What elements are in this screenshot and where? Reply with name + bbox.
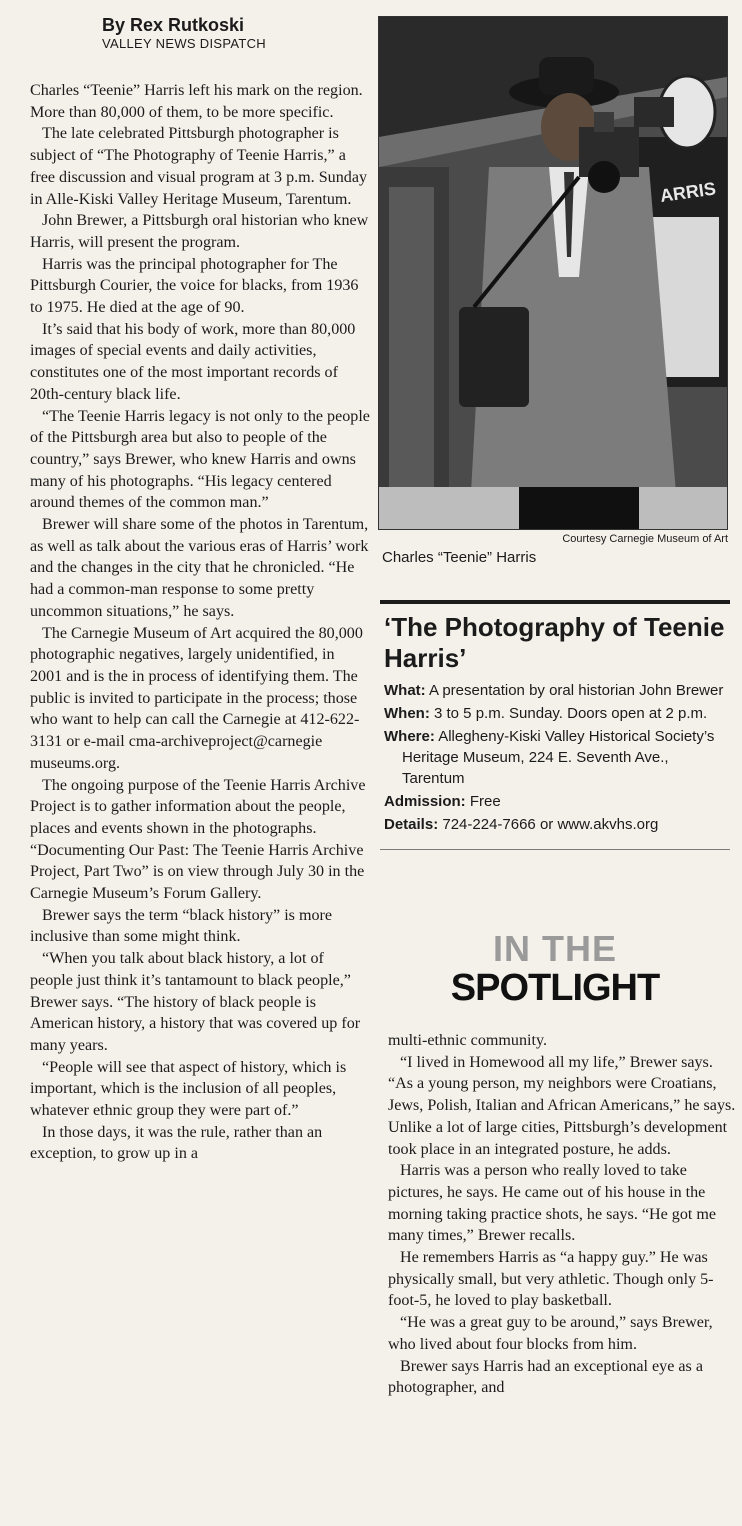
spotlight-line1: IN THE: [492, 928, 617, 969]
info-row-what: [384, 680, 730, 701]
paragraph: “He was a great guy to be around,” says Brewer, who lived about four blocks from him.: [388, 1314, 713, 1353]
info-label: Where:: [384, 728, 435, 745]
paragraph: The ongoing purpose of the Teenie Harris Archive Project is to gather information about the people, places and events shown in the photographs. “Documenting Our Past: The Teenie Harris Archive Project, Part Two” is on view through July 30 in the Carnegie Museum’s Forum Gallery.: [30, 776, 366, 903]
info-value: 3 to 5 p.m. Sunday. Doors open at 2 p.m.: [434, 705, 708, 722]
info-value: Free: [469, 793, 501, 810]
paragraph: Harris was a person who really loved to take pictures, he says. He came out of his house in the morning taking practice shots, he says. “He got me many times,” Brewer recalls.: [388, 1162, 717, 1245]
spotlight-logo: [380, 930, 730, 1008]
info-value: 724-224-7666 or www.akvhs.org: [442, 816, 659, 833]
paragraph: “When you talk about black history, a lot of people just think it’s tantamount to black people,” Brewer says. “The history of black people is American history, a history that was covered up for many years.: [30, 950, 361, 1054]
infobox-title: ‘The Photography of Teenie Harris’: [384, 612, 725, 673]
info-value: A presentation by oral historian John Brewer: [429, 682, 724, 699]
photo-block: [378, 16, 728, 566]
paragraph: John Brewer, a Pittsburgh oral historian who knew Harris, will present the program.: [30, 212, 369, 251]
event-infobox: [380, 600, 730, 850]
paragraph: “People will see that aspect of history, which is important, which is the inclusion of all peoples, whatever ethnic group they were part of.”: [30, 1058, 347, 1120]
paragraph: “I lived in Homewood all my life,” Brewer says. “As a young person, my neighbors were Croatians, Jews, Polish, Italian and African Americans,” he says. Unlike a lot of large cities, Pittsburgh’s development took place in an integrated posture, he adds.: [388, 1053, 736, 1158]
photograph-illustration: [379, 17, 727, 529]
right-column: [388, 1030, 736, 1399]
paragraph: The late celebrated Pittsburgh photographer is subject of “The Photography of Teenie Harris,” a free discussion and visual program at 3 p.m. Sunday in Alle-Kiski Valley Heritage Museum, Tarentum.: [30, 125, 368, 208]
divider: [380, 600, 730, 604]
photo-credit: Courtesy Carnegie Museum of Art: [562, 533, 728, 545]
info-row-details: [384, 814, 730, 835]
left-column: [30, 14, 370, 1165]
paragraph: multi-ethnic community.: [388, 1032, 547, 1049]
paragraph: Charles “Teenie” Harris left his mark on the region. More than 80,000 of them, to be more specific.: [30, 82, 363, 121]
article-body-left: [30, 80, 370, 1165]
info-label: When:: [384, 705, 430, 722]
info-label: What:: [384, 682, 426, 699]
paragraph: Harris was the principal photographer for The Pittsburgh Courier, the voice for blacks, from 1936 to 1975. He died at the age of 90.: [30, 255, 359, 317]
info-row-when: [384, 703, 730, 724]
byline: [102, 14, 370, 52]
byline-author: By Rex Rutkoski: [102, 15, 245, 35]
divider: [380, 849, 730, 850]
photograph-teenie-harris: [378, 16, 728, 530]
info-label: Details:: [384, 816, 439, 833]
info-value: Allegheny-Kiski Valley Historical Society’s Heritage Museum, 224 E. Seventh Ave., Tarentum: [402, 728, 715, 787]
paragraph: “The Teenie Harris legacy is not only to the people of the Pittsburgh area but also to people of the country,” says Brewer, who knew Harris and owns many of his photographs. “His legacy centered around themes of the common man.”: [30, 407, 370, 512]
paragraph: It’s said that his body of work, more than 80,000 images of special events and daily activities, constitutes one of the most important records of 20th-century black life.: [30, 320, 356, 403]
svg-text:ARRIS: ARRIS: [658, 178, 718, 206]
paragraph: He remembers Harris as “a happy guy.” He was physically small, but very athletic. Though only 5-foot-5, he loved to play basketball.: [388, 1249, 714, 1310]
photo-caption: Charles “Teenie” Harris: [382, 549, 537, 566]
paragraph: In those days, it was the rule, rather than an exception, to grow up in a: [30, 1123, 323, 1163]
info-row-admission: [384, 791, 730, 812]
info-label: Admission:: [384, 793, 466, 810]
info-row-where: [384, 726, 730, 789]
paragraph: Brewer says Harris had an exceptional eye as a photographer, and: [388, 1357, 703, 1397]
spotlight-line2: SPOTLIGHT: [450, 967, 660, 1009]
paragraph: The Carnegie Museum of Art acquired the 80,000 photographic negatives, largely unidentified, in 2001 and is the in process of identifying them. The public is invited to participate in the process; those who want to help can call the Carnegie at 412-622-3131 or e-mail cma-archiveproject@carnegie museums.org.: [30, 624, 363, 772]
byline-outlet: VALLEY NEWS DISPATCH: [102, 36, 266, 51]
article-body-right: [388, 1030, 736, 1399]
paragraph: Brewer will share some of the photos in Tarentum, as well as talk about the various eras of Harris’ work and the changes in the city that he chronicled. “He had a common-man response to some pretty uncommon situations,” he says.: [30, 516, 369, 620]
paragraph: Brewer says the term “black history” is more inclusive than some might think.: [30, 906, 333, 946]
